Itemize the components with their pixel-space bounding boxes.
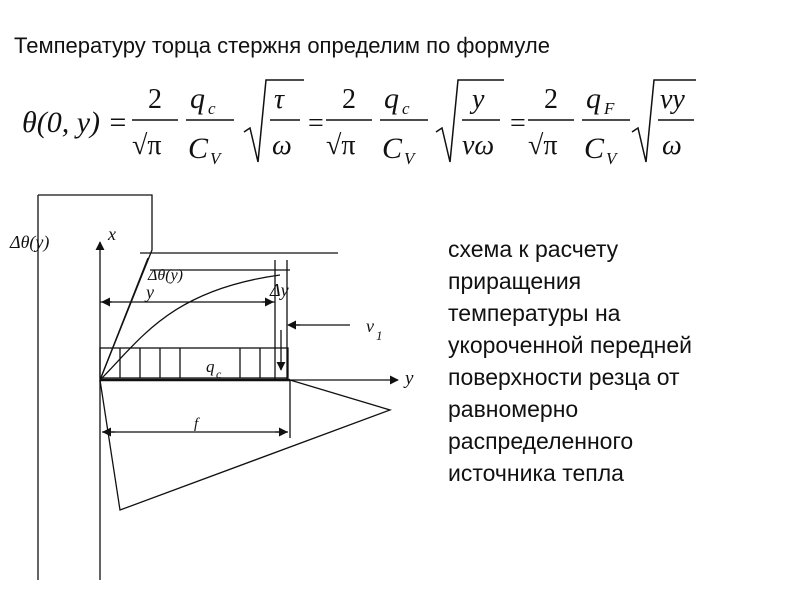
equals-sign-2: = [510,108,526,139]
label-v1: v [366,316,374,336]
caption-line: источника тепла [448,460,624,486]
label-qc-sub: c [216,367,222,381]
term3-c-sub: V [606,149,617,168]
term1-tau: τ [274,84,285,115]
term2-y: y [472,84,485,115]
heat-source-scheme [0,180,440,580]
label-y-top: y [146,282,154,302]
label-delta-theta-curve: Δθ(y) [148,267,184,284]
term3-nu-y: νy [660,84,685,115]
label-v1-sub: 1 [376,328,383,343]
caption-line: приращения [448,268,582,294]
term1-two: 2 [148,84,162,115]
term3-c: C [584,132,605,165]
straight-rise-line [100,258,148,380]
term3-two: 2 [544,84,558,115]
term3-q-sub: F [604,99,615,118]
delta-theta-curve [100,275,280,380]
cutter-body-outline [38,195,152,580]
label-f: f [194,416,199,432]
formula-lhs: θ(0, y) = [22,106,128,139]
caption-line: укороченной передней [448,332,692,358]
temperature-formula [20,70,700,175]
term2-two: 2 [342,84,356,115]
label-delta-y: Δy [270,280,289,300]
caption-line: равномерно [448,396,579,422]
caption-line: поверхности резца от [448,364,680,390]
label-y-axis: y [405,368,414,389]
scheme-caption [448,233,788,489]
label-x: x [108,224,116,244]
caption-line: температуры на [448,300,621,326]
term2-c: C [382,132,403,165]
term3-sqrt-pi: √π [528,130,558,161]
label-qc: q [206,357,215,376]
term1-sqrt-pi: √π [132,130,162,161]
term1-q-sub: c [208,99,216,118]
tool-flank [100,380,390,510]
term1-c-sub: V [210,149,221,168]
term1-c: C [188,132,209,165]
term2-q: q [384,82,399,115]
term1-q: q [190,82,205,115]
term3-q: q [586,82,601,115]
term1-omega: ω [272,130,292,161]
equals-sign-1: = [308,108,324,139]
term2-q-sub: c [402,99,410,118]
label-delta-theta-axis: Δθ(y) [10,232,50,252]
term2-sqrt-pi: √π [326,130,356,161]
caption-line: распределенного [448,428,634,454]
term2-c-sub: V [404,149,415,168]
term3-omega: ω [662,130,682,161]
caption-line: схема к расчету [448,236,619,262]
page-title: Температуру торца стержня определим по формуле [14,33,550,58]
term2-nu-omega: νω [462,130,495,161]
